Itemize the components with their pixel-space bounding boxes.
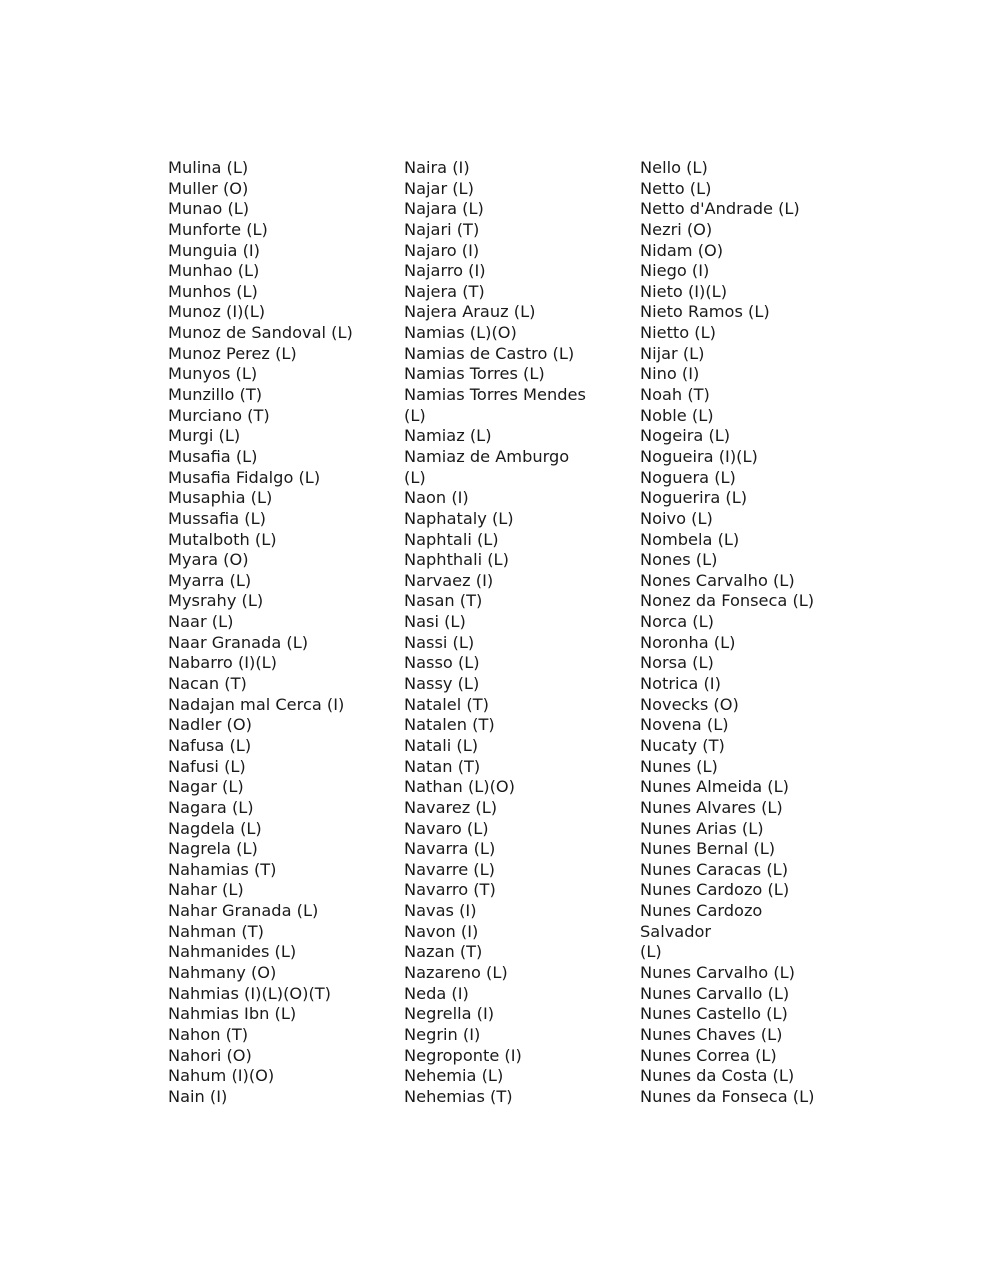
surname-entry: Mutalboth (L): [168, 529, 277, 549]
surname-entry: Nunes Almeida (L): [640, 777, 789, 797]
surname-entry: Nijar (L): [640, 343, 705, 363]
surname-entry: Nones Carvalho (L): [640, 570, 795, 590]
surname-entry: Najaro (I): [404, 240, 480, 260]
surname-entry: Noguera (L): [640, 467, 736, 487]
surname-column-1: [168, 158, 393, 1107]
surname-entry: Nassy (L): [404, 674, 480, 694]
surname-entry: Negroponte (I): [404, 1045, 522, 1065]
surname-entry: Natalel (T): [404, 694, 489, 714]
surname-entry: Najara (L): [404, 199, 484, 219]
surname-entry: Namiaz de Amburgo: [404, 446, 570, 466]
surname-entry: Nassi (L): [404, 632, 475, 652]
surname-entry: Navarro (T): [404, 880, 496, 900]
surname-entry: Najera (T): [404, 281, 485, 301]
surname-entry: Nunes Cardozo: [640, 901, 763, 921]
surname-entry: Musafia (L): [168, 446, 258, 466]
surname-entry: Nunes Cardozo (L): [640, 880, 790, 900]
surname-entry: Nunes Carvalho (L): [640, 962, 795, 982]
surname-entry: Munoz Perez (L): [168, 343, 297, 363]
surname-entry: Nazareno (L): [404, 962, 508, 982]
surname-entry: Nunes Correa (L): [640, 1045, 777, 1065]
surname-entry: Nahori (O): [168, 1045, 252, 1065]
surname-entry: Noguerira (L): [640, 488, 748, 508]
surname-entry: Nahon (T): [168, 1024, 249, 1044]
surname-entry: Navon (I): [404, 921, 479, 941]
surname-entry: Munzillo (T): [168, 385, 263, 405]
surname-entry: Naar Granada (L): [168, 632, 309, 652]
surname-entry: Muller (O): [168, 178, 249, 198]
surname-entry: Noronha (L): [640, 632, 736, 652]
surname-entry: Nahar Granada (L): [168, 901, 319, 921]
surname-entry: Natalen (T): [404, 715, 495, 735]
surname-entry: Najar (L): [404, 178, 474, 198]
surname-entry: Nasso (L): [404, 653, 480, 673]
surname-entry: Nello (L): [640, 158, 708, 177]
surname-entry: Nonez da Fonseca (L): [640, 591, 815, 611]
surname-entry: Musaphia (L): [168, 488, 273, 508]
surname-entry: Nain (I): [168, 1086, 228, 1106]
surname-entry: Navas (I): [404, 901, 477, 921]
surname-entry: Nahar (L): [168, 880, 244, 900]
surname-entry: Nadler (O): [168, 715, 252, 735]
surname-entry: Noble (L): [640, 405, 714, 425]
surname-entry: Natali (L): [404, 735, 479, 755]
surname-entry: Najari (T): [404, 219, 480, 239]
surname-entry: Najarro (I): [404, 261, 486, 281]
surname-entry: Munoz de Sandoval (L): [168, 323, 353, 343]
surname-entry: Netto (L): [640, 178, 712, 198]
surname-entry: Naphthali (L): [404, 550, 509, 570]
surname-entry: (L): [404, 405, 426, 425]
surname-entry: Norca (L): [640, 612, 714, 632]
surname-entry: Namiaz (L): [404, 426, 492, 446]
surname-entry: Noah (T): [640, 385, 710, 405]
surname-entry: Mulina (L): [168, 158, 249, 177]
surname-entry: Nietto (L): [640, 323, 716, 343]
surname-entry: Negrin (I): [404, 1024, 481, 1044]
surname-entry: Natan (T): [404, 756, 481, 776]
surname-entry: Negrella (I): [404, 1004, 495, 1024]
surname-entry: Novena (L): [640, 715, 729, 735]
surname-entry: Navaro (L): [404, 818, 489, 838]
surname-entry: Najera Arauz (L): [404, 302, 536, 322]
surname-entry: Nasan (T): [404, 591, 483, 611]
surname-entry: Naphataly (L): [404, 508, 514, 528]
surname-entry: Munguia (I): [168, 240, 260, 260]
surname-entry: Namias Torres (L): [404, 364, 545, 384]
surname-entry: Norsa (L): [640, 653, 714, 673]
surname-entry: Munhao (L): [168, 261, 260, 281]
surname-entry: Navarra (L): [404, 839, 496, 859]
surname-entry: Nidam (O): [640, 240, 724, 260]
surname-entry: Nagara (L): [168, 797, 254, 817]
surname-entry: Navarre (L): [404, 859, 495, 879]
surname-entry: Nezri (O): [640, 219, 713, 239]
surname-entry: Noivo (L): [640, 508, 713, 528]
surname-entry: Navarez (L): [404, 797, 498, 817]
surname-entry: Nunes Arias (L): [640, 818, 764, 838]
surname-entry: Nadajan mal Cerca (I): [168, 694, 345, 714]
surname-entry: Namias Torres Mendes: [404, 385, 586, 405]
surname-entry: Netto d'Andrade (L): [640, 199, 800, 219]
surname-entry: Nabarro (I)(L): [168, 653, 277, 673]
surname-entry: Narvaez (I): [404, 570, 494, 590]
surname-entry: Munoz (I)(L): [168, 302, 266, 322]
surname-entry: Nombela (L): [640, 529, 740, 549]
surname-entry: Nunes Caracas (L): [640, 859, 789, 879]
surname-entry: Nahmanides (L): [168, 942, 297, 962]
surname-entry: Murgi (L): [168, 426, 241, 446]
surname-entry: Mysrahy (L): [168, 591, 264, 611]
surname-entry: Nunes Castello (L): [640, 1004, 788, 1024]
surname-entry: Nunes (L): [640, 756, 718, 776]
surname-entry: Nunes Carvallo (L): [640, 983, 790, 1003]
surname-entry: Nunes Bernal (L): [640, 839, 776, 859]
surname-entry: Munao (L): [168, 199, 250, 219]
surname-entry: Namias (L)(O): [404, 323, 517, 343]
surname-entry: Nunes da Costa (L): [640, 1066, 795, 1086]
surname-entry: Nogeira (L): [640, 426, 731, 446]
surname-entry: Nahamias (T): [168, 859, 277, 879]
surname-entry: Naira (I): [404, 158, 470, 177]
surname-entry: Nagar (L): [168, 777, 244, 797]
surname-entry: Novecks (O): [640, 694, 739, 714]
surname-entry: Musafia Fidalgo (L): [168, 467, 321, 487]
surname-entry: Notrica (I): [640, 674, 721, 694]
surname-entry: Nunes Alvares (L): [640, 797, 783, 817]
surname-entry: Nagdela (L): [168, 818, 262, 838]
surname-column-2: [404, 158, 629, 1107]
surname-entry: Nazan (T): [404, 942, 483, 962]
surname-entry: Nafusi (L): [168, 756, 246, 776]
surname-entry: Nucaty (T): [640, 735, 725, 755]
surname-entry: Nasi (L): [404, 612, 466, 632]
surname-entry: Murciano (T): [168, 405, 270, 425]
surname-entry: Mussafia (L): [168, 508, 266, 528]
surname-entry: Nahmias (I)(L)(O)(T): [168, 983, 331, 1003]
surname-column-3: [640, 158, 865, 1107]
surname-entry: (L): [404, 467, 426, 487]
surname-entry: Neda (I): [404, 983, 469, 1003]
surname-entry: Naon (I): [404, 488, 469, 508]
surname-entry: Nunes Chaves (L): [640, 1024, 783, 1044]
surname-entry: Nogueira (I)(L): [640, 446, 758, 466]
surname-entry: Nunes da Fonseca (L): [640, 1086, 815, 1106]
surname-entry: Nahmany (O): [168, 962, 277, 982]
surname-entry: Naphtali (L): [404, 529, 499, 549]
surname-entry: Munforte (L): [168, 219, 268, 239]
surname-entry: Naar (L): [168, 612, 234, 632]
surname-entry: Namias de Castro (L): [404, 343, 575, 363]
surname-entry: Nehemias (T): [404, 1086, 513, 1106]
surname-entry: Nieto (I)(L): [640, 281, 728, 301]
surname-entry: Nieto Ramos (L): [640, 302, 770, 322]
surname-entry: Nagrela (L): [168, 839, 258, 859]
surname-entry: Myarra (L): [168, 570, 252, 590]
surname-entry: Nathan (L)(O): [404, 777, 515, 797]
surname-entry: Nehemia (L): [404, 1066, 504, 1086]
surname-entry: Nafusa (L): [168, 735, 252, 755]
surname-entry: Nones (L): [640, 550, 718, 570]
surname-entry: Nacan (T): [168, 674, 247, 694]
surname-entry: Nahman (T): [168, 921, 264, 941]
surname-entry: Nahmias Ibn (L): [168, 1004, 297, 1024]
surname-entry: Nino (I): [640, 364, 700, 384]
surname-entry: Niego (I): [640, 261, 710, 281]
surname-entry: Munhos (L): [168, 281, 258, 301]
surname-entry: Munyos (L): [168, 364, 258, 384]
surname-entry: Nahum (I)(O): [168, 1066, 275, 1086]
surname-entry: (L): [640, 942, 662, 962]
surname-entry: Myara (O): [168, 550, 249, 570]
surname-entry: Salvador: [640, 921, 712, 941]
